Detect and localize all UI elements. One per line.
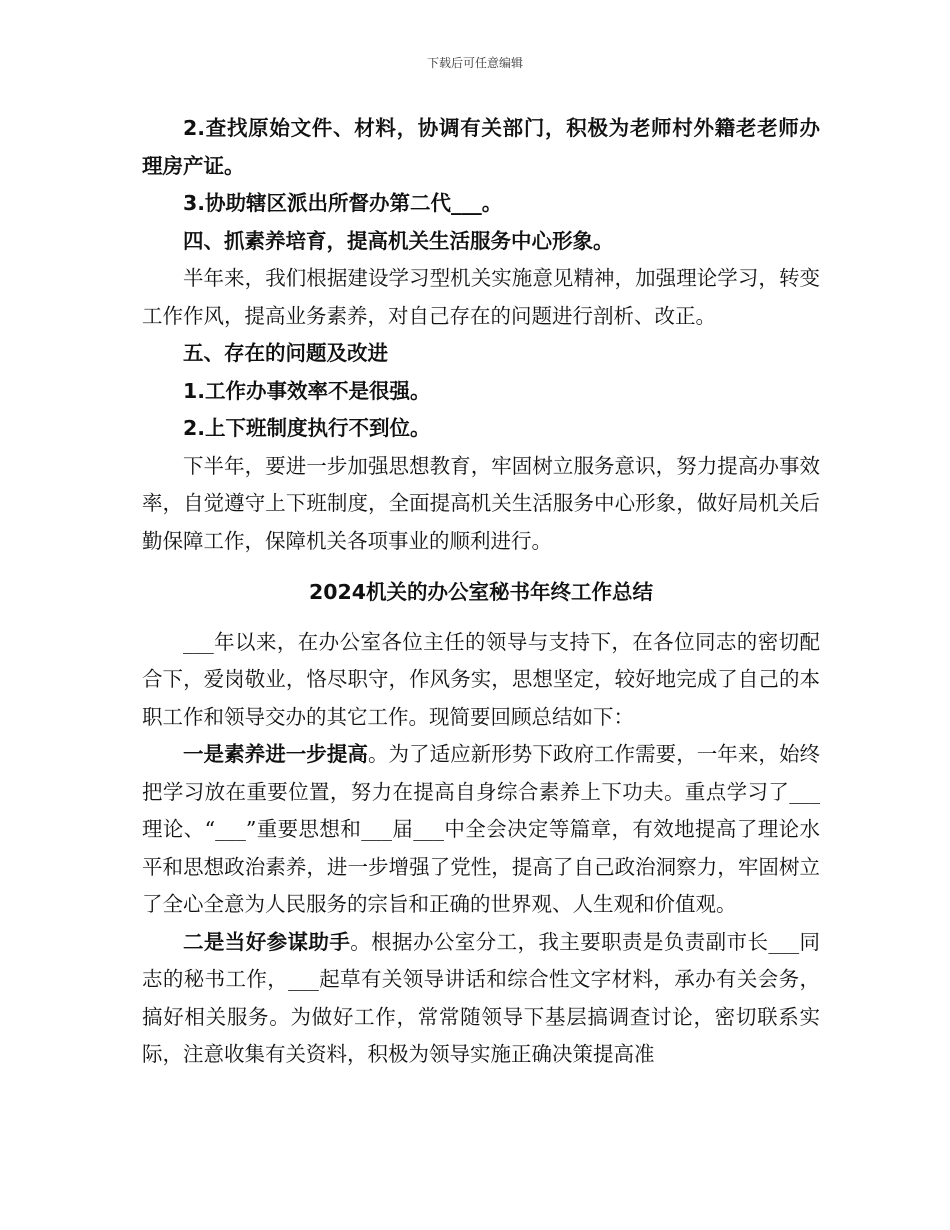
page-header: 下载后可任意编辑 xyxy=(426,56,523,70)
item-2: 2.查找原始文件、材料，协调有关部门，积极为老师村外籍老老师办理房产证。 xyxy=(142,116,820,178)
point-2-body: 。根据办公室分工，我主要职责是负责副市长___同志的秘书工作，___起草有关领导讲话和综合性文字材料，承办有关会务，搞好相关服务。为做好工作，常常随领导下基层搞调查讨论，密切联系实际，注意收集有关资料，积极为领导实施正确决策提高准 xyxy=(142,929,821,1066)
point-1-paragraph xyxy=(142,736,820,924)
intro-paragraph: ___年以来，在办公室各位主任的领导与支持下，在各位同志的密切配合下，爱岗敬业，恪尽职守，作风务实，思想坚定，较好地完成了自己的本职工作和领导交办的其它工作。现简要回顾总结如下： xyxy=(142,629,820,729)
item-3: 3.协助辖区派出所督办第二代___。 xyxy=(183,191,503,215)
point-1-body: 。为了适应新形势下政府工作需要，一年来，始终把学习放在重要位置，努力在提高自身综合素养上下功夫。重点学习了___理论、“___”重要思想和___届___中全会决定等篇章，有效地提高了理论水平和思想政治素养，进一步增强了党性，提高了自己政治洞察力，牢固树立了全心全意为人民服务的宗旨和正确的世界观、人生观和价值观。 xyxy=(142,742,821,916)
issue-2: 2.上下班制度执行不到位。 xyxy=(183,416,431,440)
document-body xyxy=(142,110,820,1074)
point-1-lead: 一是素养进一步提高 xyxy=(183,742,368,766)
heading-4: 四、抓素养培育，提高机关生活服务中心形象。 xyxy=(183,228,614,253)
heading-5: 五、存在的问题及改进 xyxy=(183,341,388,365)
issue-1: 1.工作办事效率不是很强。 xyxy=(183,378,431,403)
point-2-lead: 二是当好参谋助手 xyxy=(183,929,351,954)
paragraph-5: 下半年，要进一步加强思想教育，牢固树立服务意识，努力提高办事效率，自觉遵守上下班制度，全面提高机关生活服务中心形象，做好局机关后勤保障工作，保障机关各项事业的顺利进行。 xyxy=(142,453,820,553)
document-title: 2024机关的办公室秘书年终工作总结 xyxy=(308,580,654,604)
paragraph-4: 半年来，我们根据建设学习型机关实施意见精神，加强理论学习，转变工作作风，提高业务素养，对自己存在的问题进行剖析、改正。 xyxy=(142,266,820,328)
point-2-paragraph xyxy=(142,924,820,1074)
